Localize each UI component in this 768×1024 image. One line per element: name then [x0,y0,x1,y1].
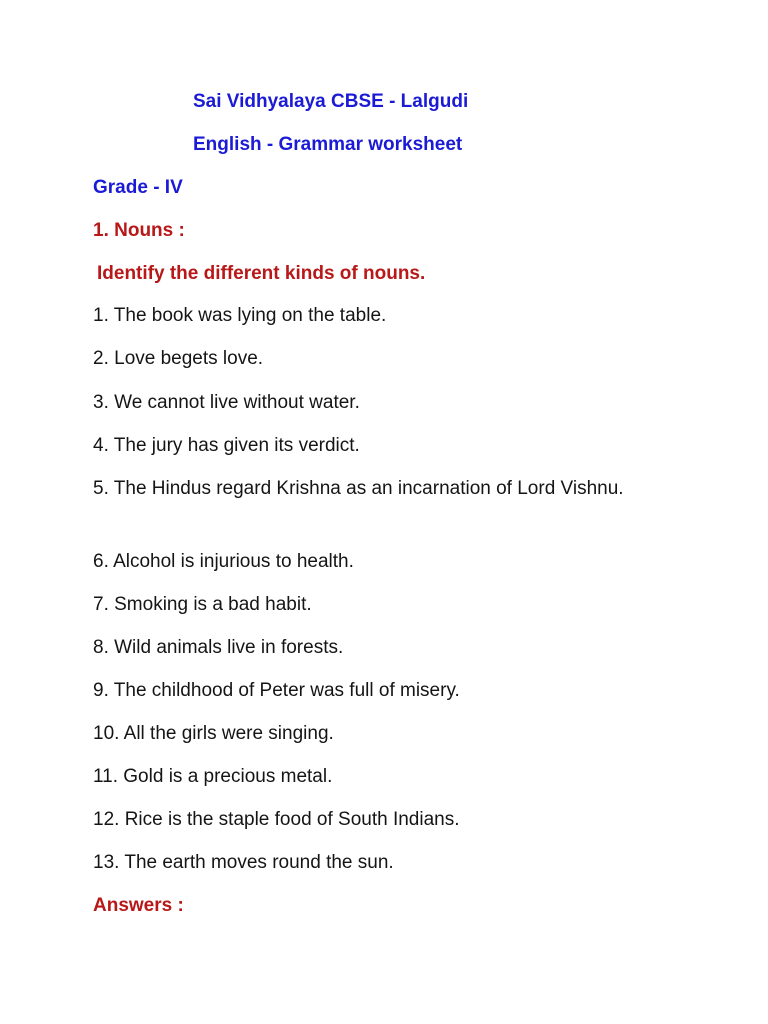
answers-heading: Answers : [93,895,184,916]
question-item: 11. Gold is a precious metal. [93,766,333,787]
question-item: 7. Smoking is a bad habit. [93,594,312,615]
question-item: 12. Rice is the staple food of South Indians. [93,809,460,830]
question-item: 2. Love begets love. [93,348,264,369]
question-item: 6. Alcohol is injurious to health. [93,551,354,572]
grade-label: Grade - IV [93,177,183,198]
question-item: 4. The jury has given its verdict. [93,435,360,456]
question-item: 1. The book was lying on the table. [93,305,387,326]
section-title: 1. Nouns : [93,220,185,241]
question-item: 5. The Hindus regard Krishna as an incarnation of Lord Vishnu. [93,478,624,499]
section-instruction: Identify the different kinds of nouns. [97,263,426,284]
question-item: 3. We cannot live without water. [93,392,360,413]
question-item: 13. The earth moves round the sun. [93,852,394,873]
question-item: 9. The childhood of Peter was full of misery. [93,680,460,701]
question-item: 8. Wild animals live in forests. [93,637,344,658]
question-item: 10. All the girls were singing. [93,723,334,744]
worksheet-title: English - Grammar worksheet [193,134,463,155]
school-name: Sai Vidhyalaya CBSE - Lalgudi [193,91,469,112]
